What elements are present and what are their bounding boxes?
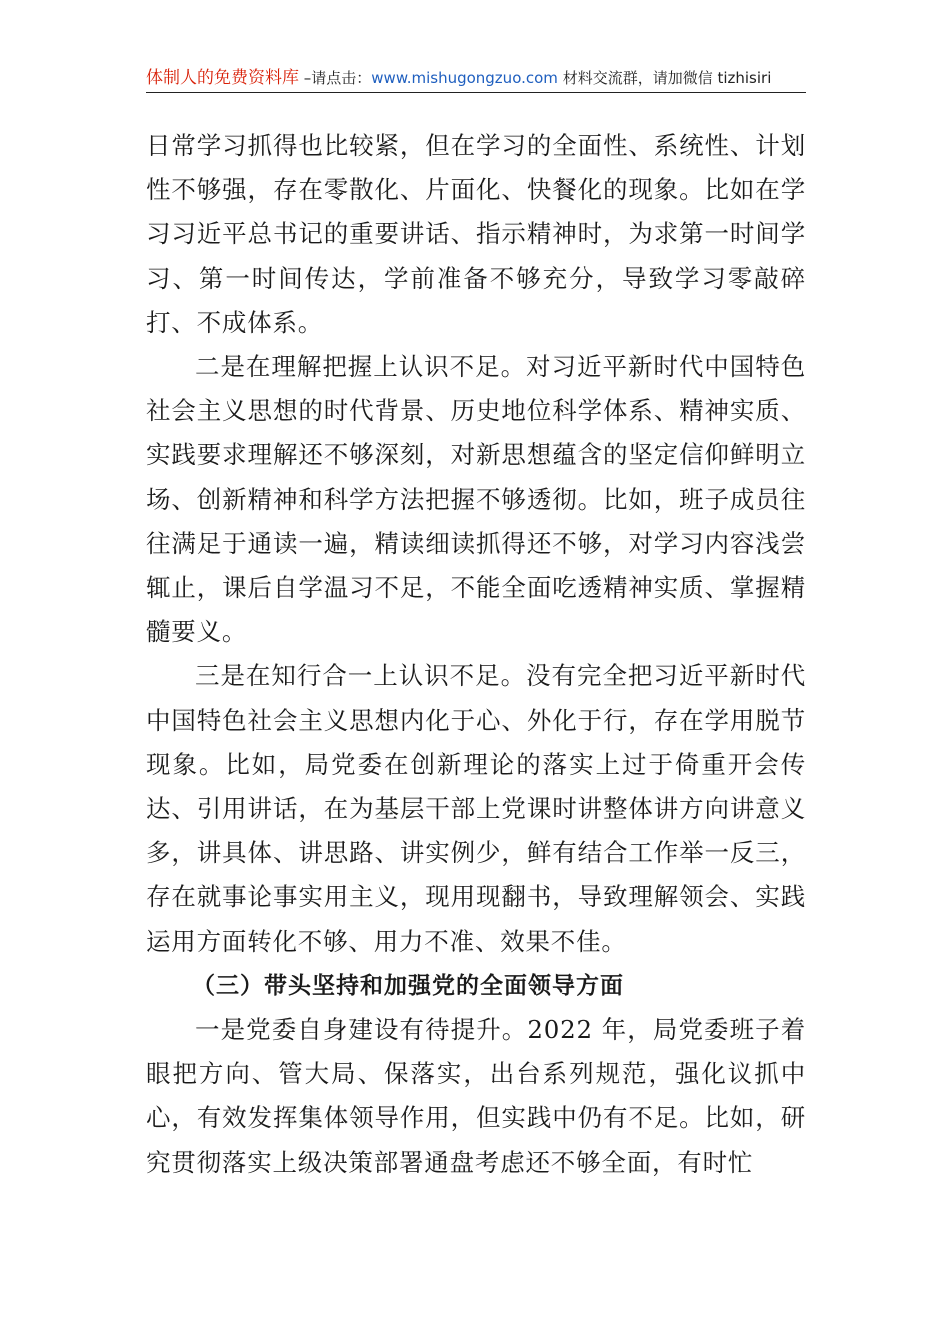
header-url-link[interactable]: www.mishugongzuo.com — [371, 69, 558, 87]
header-contact-text: 材料交流群，请加微信 tizhisiri — [557, 69, 772, 87]
section-heading: （三）带头坚持和加强党的全面领导方面 — [192, 972, 624, 999]
paragraph-point-two: 二是在理解把握上认识不足。对习近平新时代中国特色社会主义思想的时代背景、历史地位科学体系、精神实质、实践要求理解还不够深刻，对新思想蕴含的坚定信仰鲜明立场、创新精神和科学方法把握不够透彻。比如，班子成员往往满足于通读一遍，精读细读抓得还不够，对学习内容浅尝辄止，课后自学温习不足，不能全面吃透精神实质、掌握精髓要义。 — [146, 352, 806, 647]
paragraph-point-one: 一是党委自身建设有待提升。2022 年，局党委班子着眼把方向、管大局、保落实，出台系列规范，强化议抓中心，有效发挥集体领导作用，但实践中仍有不足。比如，研究贯彻落实上级决策部署通盘考虑还不够全面，有时忙 — [146, 1015, 806, 1177]
document-body — [146, 124, 806, 1185]
header-brand: 体制人的免费资料库 — [146, 68, 299, 88]
page-header — [146, 64, 806, 93]
header-link-label: –请点击： — [299, 69, 372, 87]
paragraph-continuation: 日常学习抓得也比较紧，但在学习的全面性、系统性、计划性不够强，存在零散化、片面化、快餐化的现象。比如在学习习近平总书记的重要讲话、指示精神时，为求第一时间学习、第一时间传达，学前准备不够充分，导致学习零敲碎打、不成体系。 — [146, 131, 806, 337]
paragraph-point-three: 三是在知行合一上认识不足。没有完全把习近平新时代中国特色社会主义思想内化于心、外化于行，存在学用脱节现象。比如，局党委在创新理论的落实上过于倚重开会传达、引用讲话，在为基层干部上党课时讲整体讲方向讲意义多，讲具体、讲思路、讲实例少，鲜有结合工作举一反三，存在就事论事实用主义，现用现翻书，导致理解领会、实践运用方面转化不够、用力不准、效果不佳。 — [146, 661, 806, 956]
